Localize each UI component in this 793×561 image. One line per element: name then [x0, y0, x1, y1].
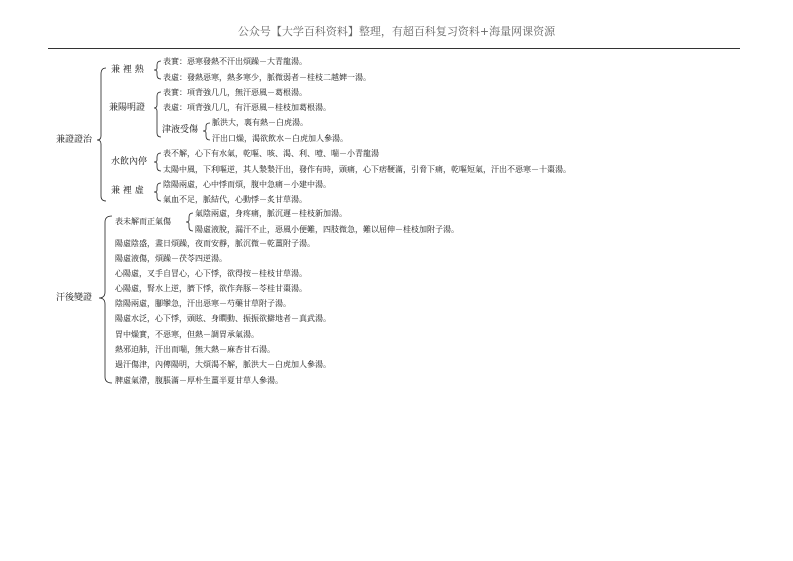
- entry-text: 汗出口燥，渴欲飲水－白虎加人參湯。: [212, 134, 348, 143]
- entry-text: 表不解，心下有水氣，乾嘔、咳、渴、利、噎、喘－小青龍湯: [163, 149, 379, 158]
- brace-group1: [154, 61, 161, 79]
- list-item: 心陽虛，叉手自冒心，心下悸，欲得按－桂枝甘草湯。: [115, 269, 307, 278]
- entry-text: 表虛：項背強几几，有汗惡風－桂枝加葛根湯。: [163, 103, 331, 112]
- list-item: 陽虛陰盛，晝日煩躁，夜而安靜，脈沉微－乾薑附子湯。: [115, 239, 315, 248]
- brace-group4: [154, 183, 161, 201]
- list-item: 陰陽兩虛，腳攣急，汗出惡寒－芍藥甘草附子湯。: [115, 299, 291, 308]
- entry-text: 氣陰兩虛，身疼痛，脈沉遲－桂枝新加湯。: [195, 209, 347, 218]
- group-label-interior-deficiency: 兼 裡 虛: [111, 186, 144, 196]
- entry-text: 表虛：發熱惡寒，熱多寒少，脈微弱者－桂枝二越婢一湯。: [163, 73, 371, 82]
- group-label-yangming: 兼陽明證: [109, 103, 146, 113]
- list-item: 過汗傷津，內傳陽明，大煩渴不解，脈洪大－白虎加人參湯。: [115, 360, 331, 369]
- list-item: 熱邪迫肺，汗出而喘，無大熱－麻杏甘石湯。: [115, 345, 275, 354]
- entry-text: 表實：惡寒發熱不汗出煩躁－大青龍湯。: [163, 57, 307, 66]
- brace-sub1: [203, 123, 210, 140]
- brace-group3: [154, 153, 161, 171]
- entry-text: 表實：項背強几几，無汗惡風－葛根湯。: [163, 88, 307, 97]
- section-label-complication-syndromes: 兼證證治: [56, 135, 93, 145]
- list-item: 陽虛水泛，心下悸，頭眩、身瞤動、振振欲擗地者－真武湯。: [115, 314, 331, 323]
- list-item: 陽虛液傷，煩躁－茯苓四逆湯。: [115, 254, 227, 263]
- list-item: 心陽虛，腎水上逆，臍下悸，欲作奔豚－苓桂甘棗湯。: [115, 284, 307, 293]
- entry-text: 脈洪大，裏有熱－白虎湯。: [212, 118, 308, 127]
- group-label-water-retention: 水飲內停: [111, 157, 148, 167]
- page-header-watermark: 公众号【大学百科资料】整理，有超百科复习资料+海量网课资源: [237, 25, 556, 38]
- list-item: 脾虛氣滯，腹脹滿－厚朴生薑半夏甘草人參湯。: [115, 376, 283, 385]
- entry-text: 太陽中風，下利嘔逆，其人漐漐汗出，發作有時，頭痛，心下痞鞕滿，引脅下痛，乾嘔短氣，汗出不惡寒－十棗湯。: [163, 165, 571, 174]
- entry-text: 氣血不足，脈結代，心動悸－炙甘草湯。: [163, 195, 307, 204]
- section-label-post-sweating: 汗後變證: [56, 293, 93, 303]
- entry-text: 陽虛液脫，漏汗不止，惡風小便難，四肢微急，難以屈伸－桂枝加附子湯。: [195, 225, 459, 234]
- group-label-interior-heat: 兼 裡 熱: [111, 65, 144, 75]
- brace-section2: [99, 216, 112, 383]
- brace-group2: [154, 92, 161, 137]
- list-item: 胃中燥實，不惡寒，但熱－調胃承氣湯。: [115, 330, 259, 339]
- sub-label-fluid-injury: 津液受傷: [162, 125, 199, 135]
- brace-sub2: [186, 213, 193, 231]
- sub-label-exterior-unresolved: 表未解而正氣傷: [115, 217, 171, 226]
- entry-text: 陰陽兩虛，心中悸而煩，腹中急痛－小建中湯。: [163, 180, 331, 189]
- brace-section1: [97, 68, 106, 201]
